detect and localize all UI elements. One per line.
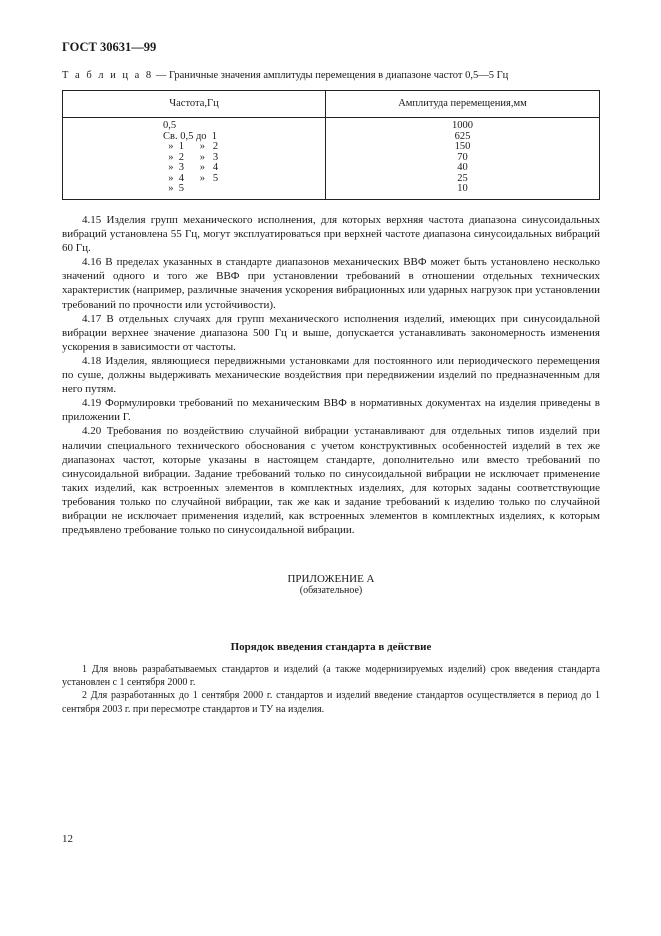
frequency-value: » 5 [163, 183, 184, 194]
appendix-title: ПРИЛОЖЕНИЕ А [287, 573, 375, 585]
amplitude-value: 150 [454, 141, 471, 152]
paragraph-4-17: 4.17 В отдельных случаях для групп механического исполнения изделий, имеющих при синусоидальной вибрации верхнее значение диапазона 500 Гц и выше, допускается устанавливать закономерность изменения ускорения в зависимости от частоты. [62, 312, 600, 353]
amplitude-value: 70 [457, 151, 468, 163]
appendix-item-1: 1 Для вновь разрабатываемых стандартов и изделий (а также модернизируемых изделий) срок введения стандарта установлен с 1 сентября 2000 г. [62, 664, 600, 689]
column-header-frequency: Частота,Гц [63, 91, 326, 118]
amplitude-value: 10 [457, 183, 468, 194]
table-caption-label: Т а б л и ц а 8 [62, 70, 154, 81]
table-caption-text: — Граничные значения амплитуды перемещения в диапазоне частот 0,5—5 Гц [153, 70, 509, 81]
appendix-subtitle: (обязательное) [299, 585, 363, 596]
frequency-value: Св. 0,5 до 1 [163, 130, 218, 142]
table-caption [62, 70, 602, 81]
frequency-value: » 3 » 4 [163, 162, 219, 173]
frequency-cell [63, 118, 326, 200]
frequency-value: » 1 » 2 [163, 141, 219, 152]
paragraph-4-15: 4.15 Изделия групп механического исполнения, для которых верхняя частота диапазона синусоидальных вибраций установлена 55 Гц, могут эксплуатироваться при верхней частоте диапазона синусоидальных вибраций 60 Гц. [62, 214, 600, 255]
table-header-row [63, 91, 600, 118]
paragraph-4-19: 4.19 Формулировки требований по механическим ВВФ в нормативных документах на изделия приведены в приложении Г. [62, 397, 600, 424]
appendix-heading: Порядок введения стандарта в действие [230, 641, 432, 653]
amplitude-table [62, 90, 600, 200]
amplitude-cell [326, 118, 600, 200]
page-number: 12 [62, 833, 73, 845]
frequency-value: » 2 » 3 [163, 151, 219, 163]
amplitude-value: 25 [457, 172, 468, 184]
frequency-value: 0,5 [163, 120, 177, 131]
table-row [63, 118, 600, 200]
appendix-body [62, 663, 600, 716]
frequency-value: » 4 » 5 [163, 172, 219, 184]
amplitude-value: 40 [457, 162, 468, 173]
appendix-item-2: 2 Для разработанных до 1 сентября 2000 г. стандартов и изделий введение стандартов осуществляется в период до 1 сентября 2003 г. при пересмотре стандартов и ТУ на изделия. [62, 690, 600, 715]
paragraph-4-20: 4.20 Требования по воздействию случайной вибрации устанавливают для отдельных типов изделий при наличии специального технического обоснования с учетом конструктивных особенностей изделий в тех же диапазонах частот, которые указаны в настоящем стандарте, дополнительно или вместо требований по синусоидальной вибрации. Задание требований только по синусоидальной вибрации не исключает применение таких изделий, как встроенных элементов в комплектных изделиях, для которых заданы соответствующие требования только по случайной вибрации, так же как и задание требований к изделию только по случайной вибрации не исключает применения изделий, как встроенных элементов в комплектных изделиях, к которым предъявлено требование только по синусоидальной вибрации. [62, 425, 600, 537]
amplitude-value: 1000 [452, 120, 473, 131]
document-header: ГОСТ 30631—99 [62, 40, 157, 54]
amplitude-value: 625 [454, 130, 471, 142]
column-header-amplitude: Амплитуда перемещения,мм [326, 91, 600, 118]
paragraph-4-18: 4.18 Изделия, являющиеся передвижными установками для постоянного или периодического перемещения по суше, должны выдерживать механические воздействия при передвижении изделий по предназначенным для него путям. [62, 354, 600, 396]
body-text [62, 213, 600, 537]
paragraph-4-16: 4.16 В пределах указанных в стандарте диапазонов механических ВВФ может быть установлено несколько значений одного и того же ВВФ при установлении требований в отношении отдельных технических характеристик (например, различные значения ускорения вибрационных или ударных нагрузок при установлении требований по прочности или устойчивости). [62, 256, 600, 311]
